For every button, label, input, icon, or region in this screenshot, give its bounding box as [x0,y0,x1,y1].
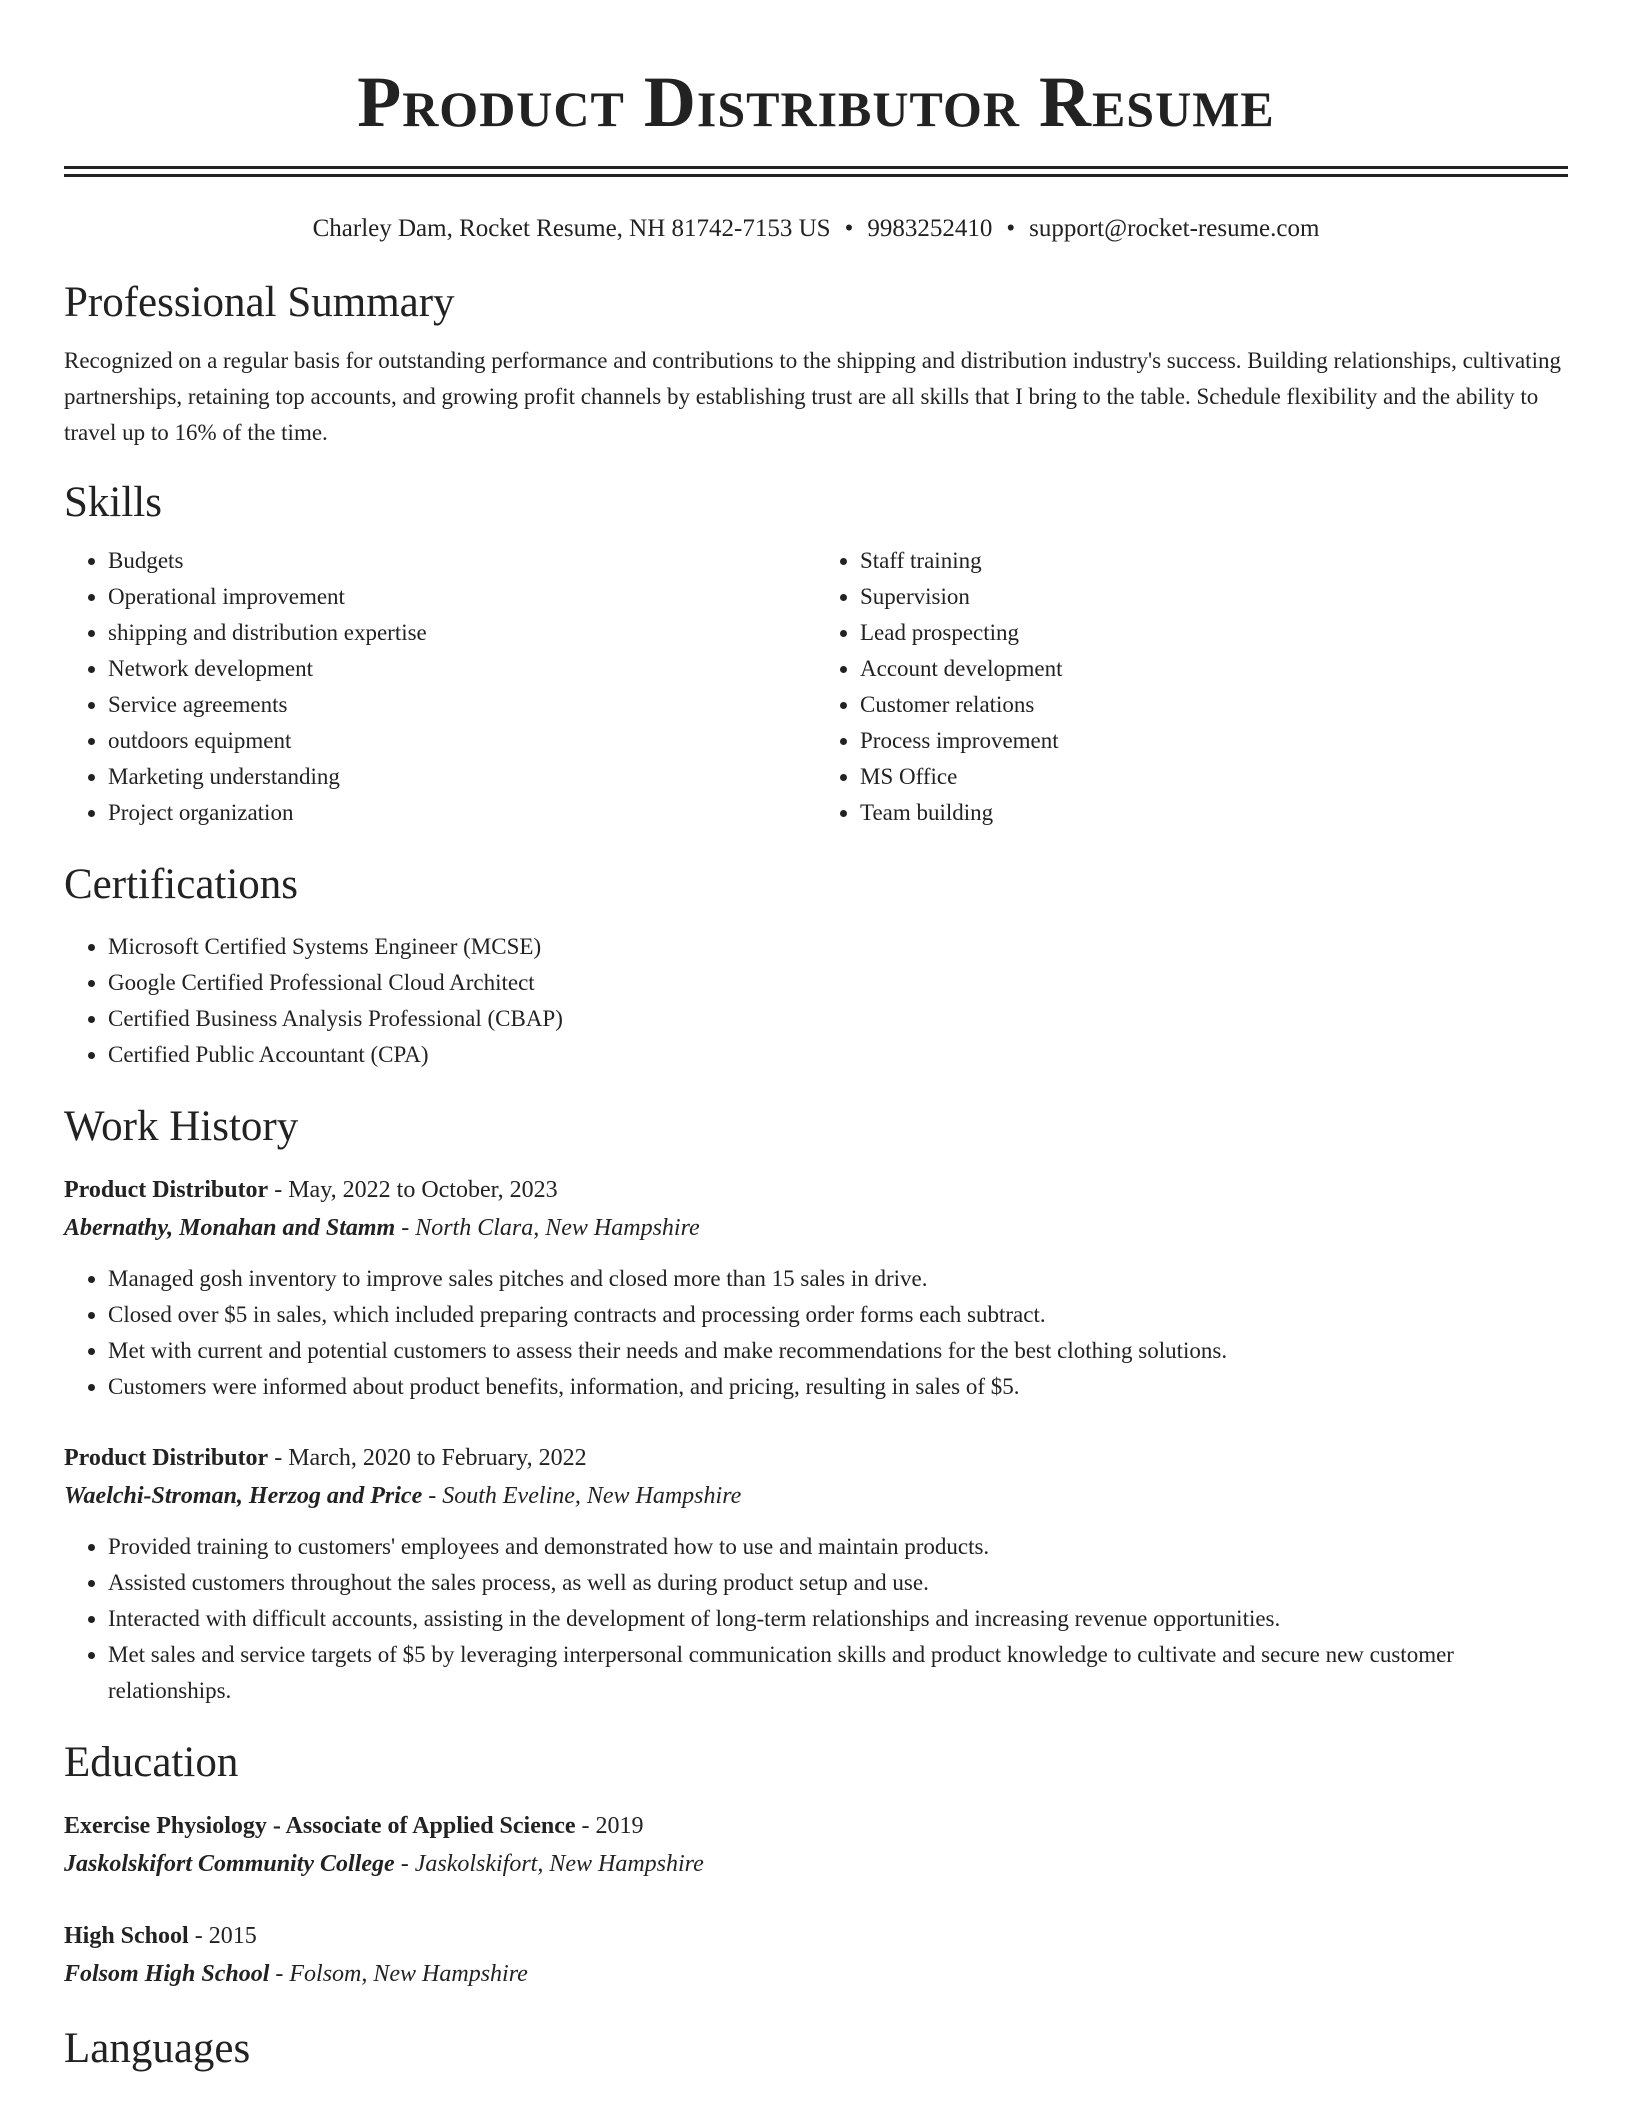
education-location: - Jaskolskifort, New Hampshire [394,1851,704,1877]
skill-item: • Project organization [108,795,816,831]
skill-item: • Service agreements [108,687,816,723]
job-bullet: • Closed over $5 in sales, which included preparing contracts and processing order forms each subtract. [108,1297,1568,1333]
contact-phone: 9983252410 [867,215,993,242]
certification-item: • Google Certified Professional Cloud Architect [108,965,1568,1001]
education-school-line [64,1955,1568,1993]
work-history-heading: Work History [64,1103,299,1150]
certifications-list [64,929,1568,1073]
job-bullets [64,1261,1568,1405]
skill-item: • Team building [860,795,1568,831]
job-title-line [64,1171,1568,1209]
education-degree-line [64,1917,1568,1955]
summary-heading: Professional Summary [64,279,455,326]
skill-item: • Process improvement [860,723,1568,759]
job-company: Abernathy, Monahan and Stamm [64,1215,396,1241]
education-degree: High School [64,1923,189,1949]
job-bullet: • Assisted customers throughout the sales process, as well as during product setup and use. [108,1565,1568,1601]
skill-item: • Staff training [860,543,1568,579]
education-year: - 2015 [188,1923,257,1949]
skill-item: • Customer relations [860,687,1568,723]
certification-item: • Certified Public Accountant (CPA) [108,1037,1568,1073]
education-school: Jaskolskifort Community College [64,1851,395,1877]
skill-item: • Supervision [860,579,1568,615]
languages-heading: Languages [64,2025,251,2072]
contact-separator: • [1006,215,1016,242]
job-bullet: • Met with current and potential customers to assess their needs and make recommendations for the best clothing solutions. [108,1333,1568,1369]
job-bullet: • Managed gosh inventory to improve sales pitches and closed more than 15 sales in drive. [108,1261,1568,1297]
education-entry [64,1917,1568,1993]
education-entry [64,1807,1568,1883]
education-location: - Folsom, New Hampshire [269,1961,528,1987]
skill-item: • outdoors equipment [108,723,816,759]
job-entry [64,1439,1568,1709]
job-dates: - May, 2022 to October, 2023 [268,1177,558,1203]
job-title: Product Distributor [64,1445,269,1471]
job-bullets [64,1529,1568,1709]
education-school-line [64,1845,1568,1883]
job-company-line [64,1209,1568,1247]
skills-list-left [64,543,816,831]
job-title-line [64,1439,1568,1477]
skill-item: • Operational improvement [108,579,816,615]
certification-item: • Microsoft Certified Systems Engineer (MCSE) [108,929,1568,965]
contact-email: support@rocket-resume.com [1029,215,1320,242]
certification-item: • Certified Business Analysis Professional (CBAP) [108,1001,1568,1037]
skill-item: • Lead prospecting [860,615,1568,651]
page-title: Product Distributor Resume [357,62,1275,142]
job-dates: - March, 2020 to February, 2022 [268,1445,587,1471]
education-degree-line [64,1807,1568,1845]
job-bullet: • Customers were informed about product benefits, information, and pricing, resulting in sales of $5. [108,1369,1568,1405]
education-school: Folsom High School [64,1961,270,1987]
skills-heading: Skills [64,479,162,526]
skill-item: • MS Office [860,759,1568,795]
job-entry [64,1171,1568,1405]
job-location: - South Eveline, New Hampshire [422,1483,742,1509]
summary-text: Recognized on a regular basis for outstanding performance and contributions to the shipping and distribution industry's success. Building relationships, cultivating partnerships, retaining top accounts, and growing profit channels by establishing trust are all skills that I bring to the table. Schedule flexibility and the ability to travel up to 16% of the time. [64,348,1561,445]
job-bullet: • Provided training to customers' employees and demonstrated how to use and maintain products. [108,1529,1568,1565]
job-bullet: • Met sales and service targets of $5 by leveraging interpersonal communication skills and product knowledge to cultivate and secure new customer relationships. [108,1637,1568,1709]
job-location: - North Clara, New Hampshire [395,1215,700,1241]
skill-item: • Network development [108,651,816,687]
job-bullet: • Interacted with difficult accounts, assisting in the development of long-term relationships and increasing revenue opportunities. [108,1601,1568,1637]
skill-item: • Account development [860,651,1568,687]
education-heading: Education [64,1739,239,1786]
contact-separator: • [844,215,854,242]
skill-item: • shipping and distribution expertise [108,615,816,651]
job-company-line [64,1477,1568,1515]
contact-line [64,213,1568,245]
skills-columns [64,543,1568,831]
job-company: Waelchi-Stroman, Herzog and Price [64,1483,423,1509]
contact-address: Charley Dam, Rocket Resume, NH 81742-7153 US [312,215,831,242]
certifications-heading: Certifications [64,861,299,908]
job-title: Product Distributor [64,1177,269,1203]
title-double-rule [64,166,1568,177]
education-year: - 2019 [575,1813,644,1839]
skill-item: • Marketing understanding [108,759,816,795]
skills-list-right [816,543,1568,831]
skill-item: • Budgets [108,543,816,579]
education-degree: Exercise Physiology - Associate of Applied Science [64,1813,576,1839]
